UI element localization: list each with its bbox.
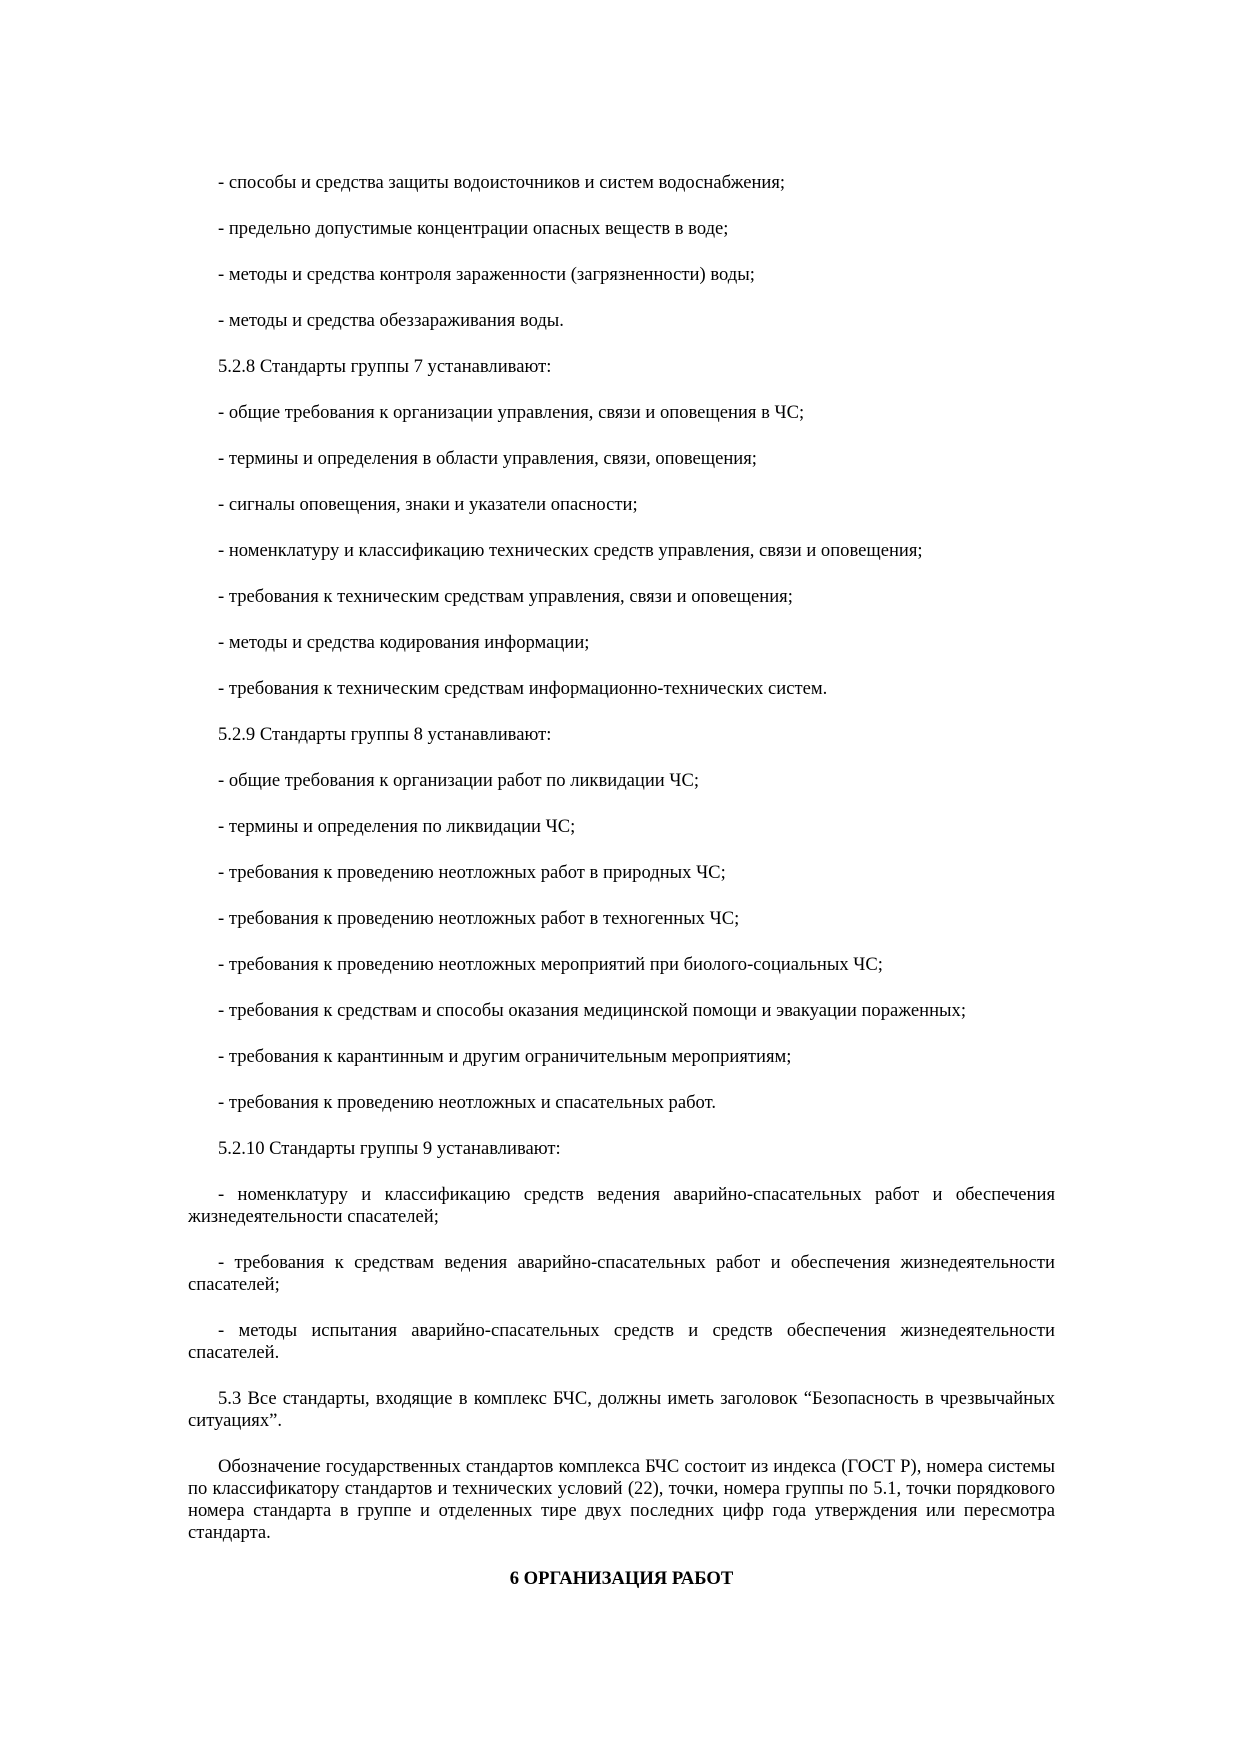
list-item: - способы и средства защиты водоисточников и систем водоснабжения; xyxy=(218,172,786,193)
list-item: - требования к средствам ведения аварийно-спасательных работ и обеспечения жизнедеятельности спасателей; xyxy=(188,1252,1055,1295)
list-item: - номенклатуру и классификацию технических средств управления, связи и оповещения; xyxy=(218,540,923,561)
list-item: - требования к карантинным и другим ограничительным мероприятиям; xyxy=(218,1046,792,1067)
list-item: - номенклатуру и классификацию средств ведения аварийно-спасательных работ и обеспечения жизнедеятельности спасателей; xyxy=(188,1184,1055,1227)
list-item: - методы и средства кодирования информации; xyxy=(218,632,590,653)
clause-5-3: 5.3 Все стандарты, входящие в комплекс БЧС, должны иметь заголовок “Безопасность в чрезвычайных ситуациях”. xyxy=(188,1388,1055,1431)
document-body xyxy=(188,172,1055,1590)
clause-5-2-10: 5.2.10 Стандарты группы 9 устанавливают: xyxy=(218,1138,561,1159)
list-item: - требования к средствам и способы оказания медицинской помощи и эвакуации пораженных; xyxy=(218,1000,966,1021)
clause-5-2-9: 5.2.9 Стандарты группы 8 устанавливают: xyxy=(218,724,552,745)
list-item: - методы и средства контроля зараженности (загрязненности) воды; xyxy=(218,264,755,285)
list-item: - требования к техническим средствам управления, связи и оповещения; xyxy=(218,586,793,607)
list-item: - требования к техническим средствам информационно-технических систем. xyxy=(218,678,828,699)
list-item: - общие требования к организации управления, связи и оповещения в ЧС; xyxy=(218,402,805,423)
list-item: - требования к проведению неотложных мероприятий при биолого-социальных ЧС; xyxy=(218,954,883,975)
designation-paragraph: Обозначение государственных стандартов комплекса БЧС состоит из индекса (ГОСТ Р), номера системы по классификатору стандартов и технических условий (22), точки, номера группы по 5.1, точки порядкового номера стандарта в группе и отделенных тире двух последних цифр года утверждения или пересмотра стандарта. xyxy=(188,1456,1055,1543)
list-item: - общие требования к организации работ по ликвидации ЧС; xyxy=(218,770,700,791)
list-item: - сигналы оповещения, знаки и указатели опасности; xyxy=(218,494,638,515)
list-item: - термины и определения по ликвидации ЧС; xyxy=(218,816,576,837)
list-item: - требования к проведению неотложных работ в природных ЧС; xyxy=(218,862,726,883)
list-item: - предельно допустимые концентрации опасных веществ в воде; xyxy=(218,218,729,239)
list-item: - требования к проведению неотложных работ в техногенных ЧС; xyxy=(218,908,740,929)
list-item: - методы испытания аварийно-спасательных средств и средств обеспечения жизнедеятельности спасателей. xyxy=(188,1320,1055,1363)
clause-5-2-8: 5.2.8 Стандарты группы 7 устанавливают: xyxy=(218,356,552,377)
section-heading: 6 ОРГАНИЗАЦИЯ РАБОТ xyxy=(509,1568,734,1589)
list-item: - требования к проведению неотложных и спасательных работ. xyxy=(218,1092,716,1113)
list-item: - методы и средства обеззараживания воды. xyxy=(218,310,564,331)
list-item: - термины и определения в области управления, связи, оповещения; xyxy=(218,448,757,469)
